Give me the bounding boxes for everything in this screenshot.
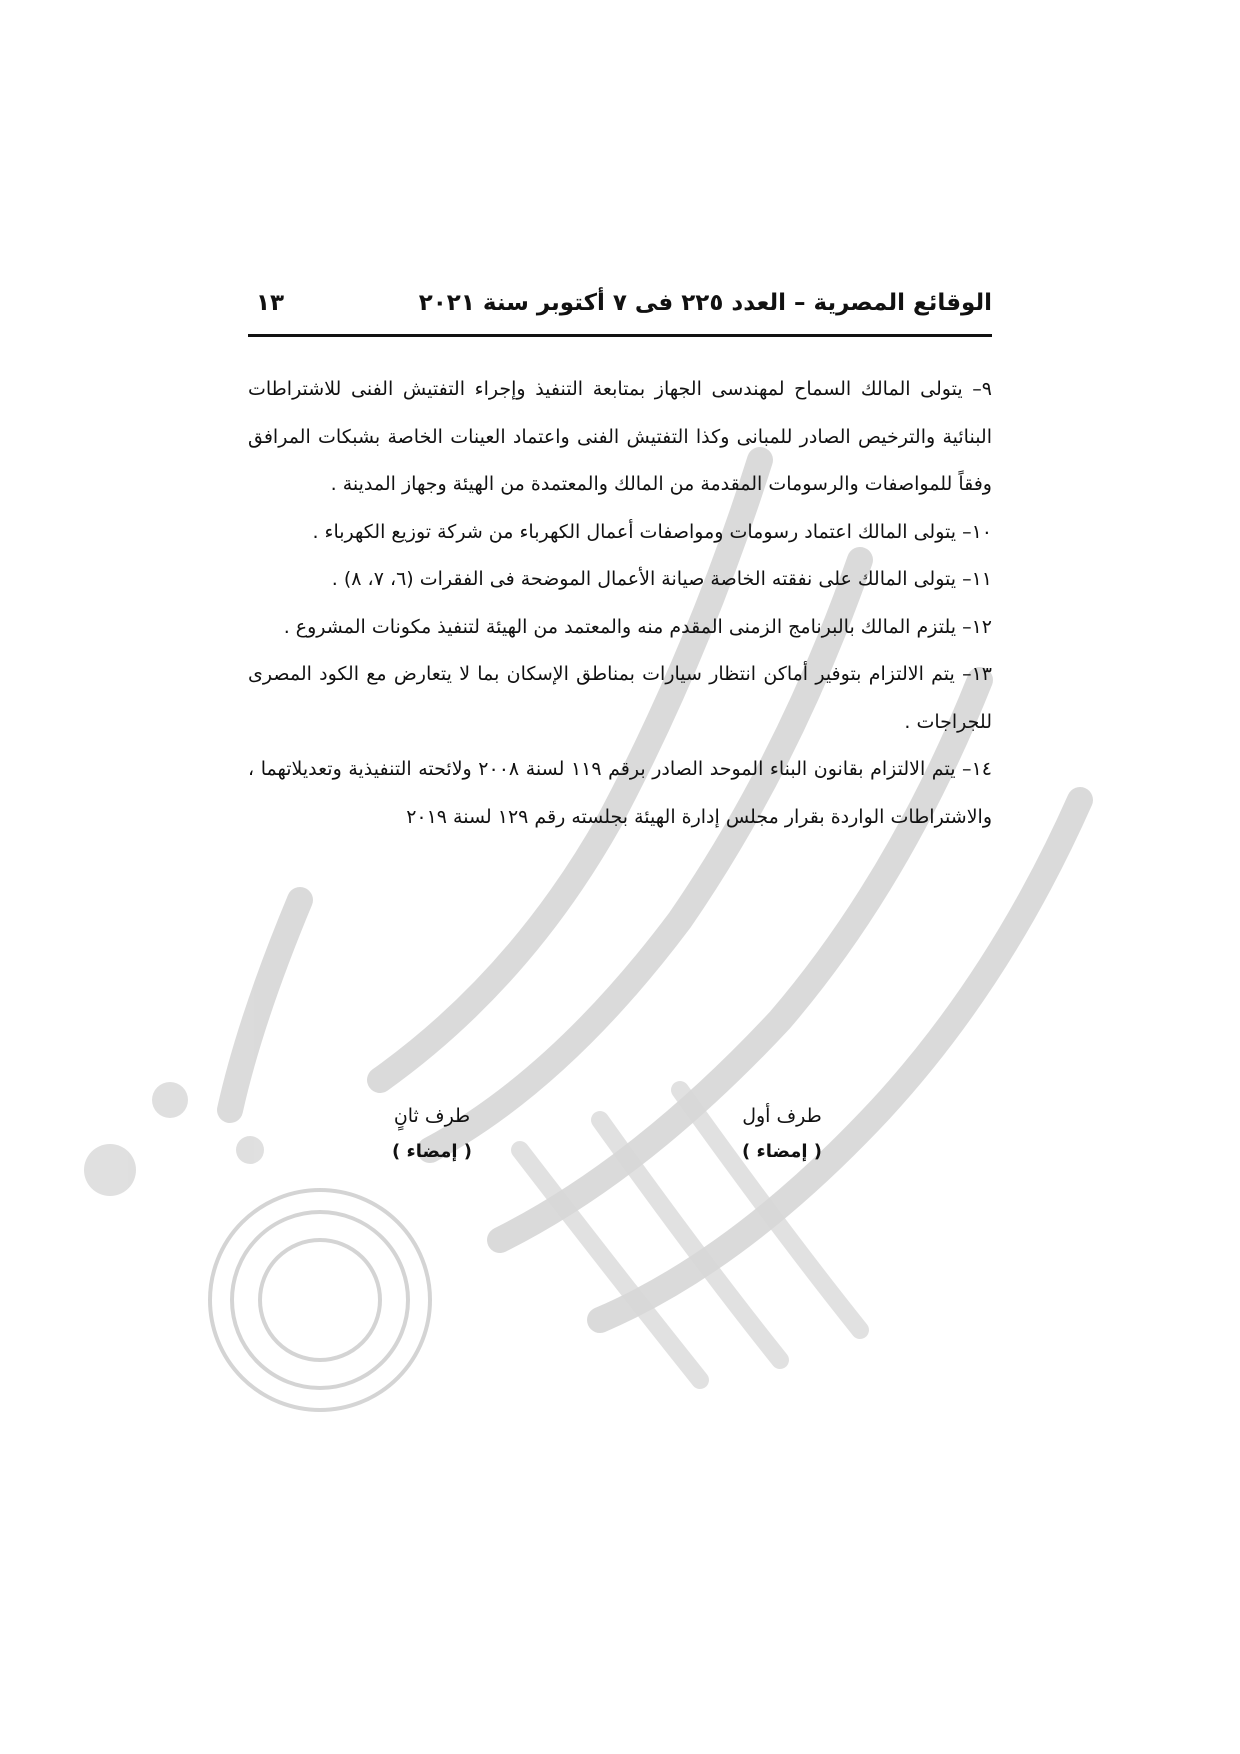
page-number: ١٣	[256, 290, 285, 316]
paragraph-12-rest: المشروع .	[283, 615, 366, 638]
second-party-label: طرف ثانٍ	[393, 1105, 471, 1127]
paragraph-14	[248, 746, 992, 841]
paragraph-12-first-line: ١٢– يلتزم المالك بالبرنامج الزمنى المقدم منه والمعتمد من الهيئة لتنفيذ مكونات	[371, 615, 992, 638]
first-party	[682, 1100, 882, 1172]
paragraph-9-rest: للاشتراطات البنائية والترخيص الصادر للمبانى وكذا التفتيش الفنى واعتماد العينات الخاصة بشبكات المرافق وفقاً للمواصفات والرسومات المقدمة من المالك والمعتمدة من الهيئة وجهاز المدينة .	[248, 378, 992, 495]
paragraph-9-first-line: ٩– يتولى المالك السماح لمهندسى الجهاز بمتابعة التنفيذ وإجراء التفتيش الفنى	[351, 378, 992, 400]
paragraph-14-rest: ولائحته التنفيذية وتعديلاتهما ، والاشتراطات الواردة بقرار مجلس إدارة الهيئة بجلسته رقم ١٢٩ لسنة ٢٠١٩	[248, 758, 992, 828]
paragraph-11-first-line: ١١– يتولى المالك على نفقته الخاصة صيانة الأعمال الموضحة	[520, 568, 992, 590]
first-party-label: طرف أول	[742, 1105, 822, 1127]
paragraph-9	[248, 366, 992, 509]
paragraph-13-rest: مع الكود المصرى للجراجات .	[248, 663, 992, 733]
paragraph-10-rest: من شركة توزيع الكهرباء .	[312, 520, 514, 543]
paragraph-13-first-line: ١٣– يتم الالتزام بتوفير أماكن انتظار سيارات بمناطق الإسكان بما لا يتعارض	[393, 663, 993, 685]
header-divider	[248, 334, 992, 337]
paragraph-14-first-line: ١٤– يتم الالتزام بقانون البناء الموحد الصادر برقم ١١٩ لسنة ٢٠٠٨	[478, 758, 992, 780]
second-party-signature: ( إمضاء )	[392, 1141, 472, 1162]
second-party	[332, 1100, 532, 1172]
paragraph-11-rest: فى الفقرات (٦، ٧، ٨) .	[331, 568, 515, 590]
paragraph-10	[248, 509, 992, 557]
document-body	[248, 366, 992, 841]
signature-block	[248, 1100, 992, 1180]
gazette-title: الوقائع المصرية – العدد ٢٢٥ فى ٧ أكتوبر سنة ٢٠٢١	[418, 290, 992, 316]
paragraph-11	[248, 556, 992, 604]
first-party-signature: ( إمضاء )	[742, 1141, 822, 1162]
page-header	[248, 282, 992, 332]
paragraph-10-first-line: ١٠– يتولى المالك اعتماد رسومات ومواصفات أعمال الكهرباء	[519, 520, 992, 543]
paragraph-12	[248, 604, 992, 652]
paragraph-13	[248, 651, 992, 746]
